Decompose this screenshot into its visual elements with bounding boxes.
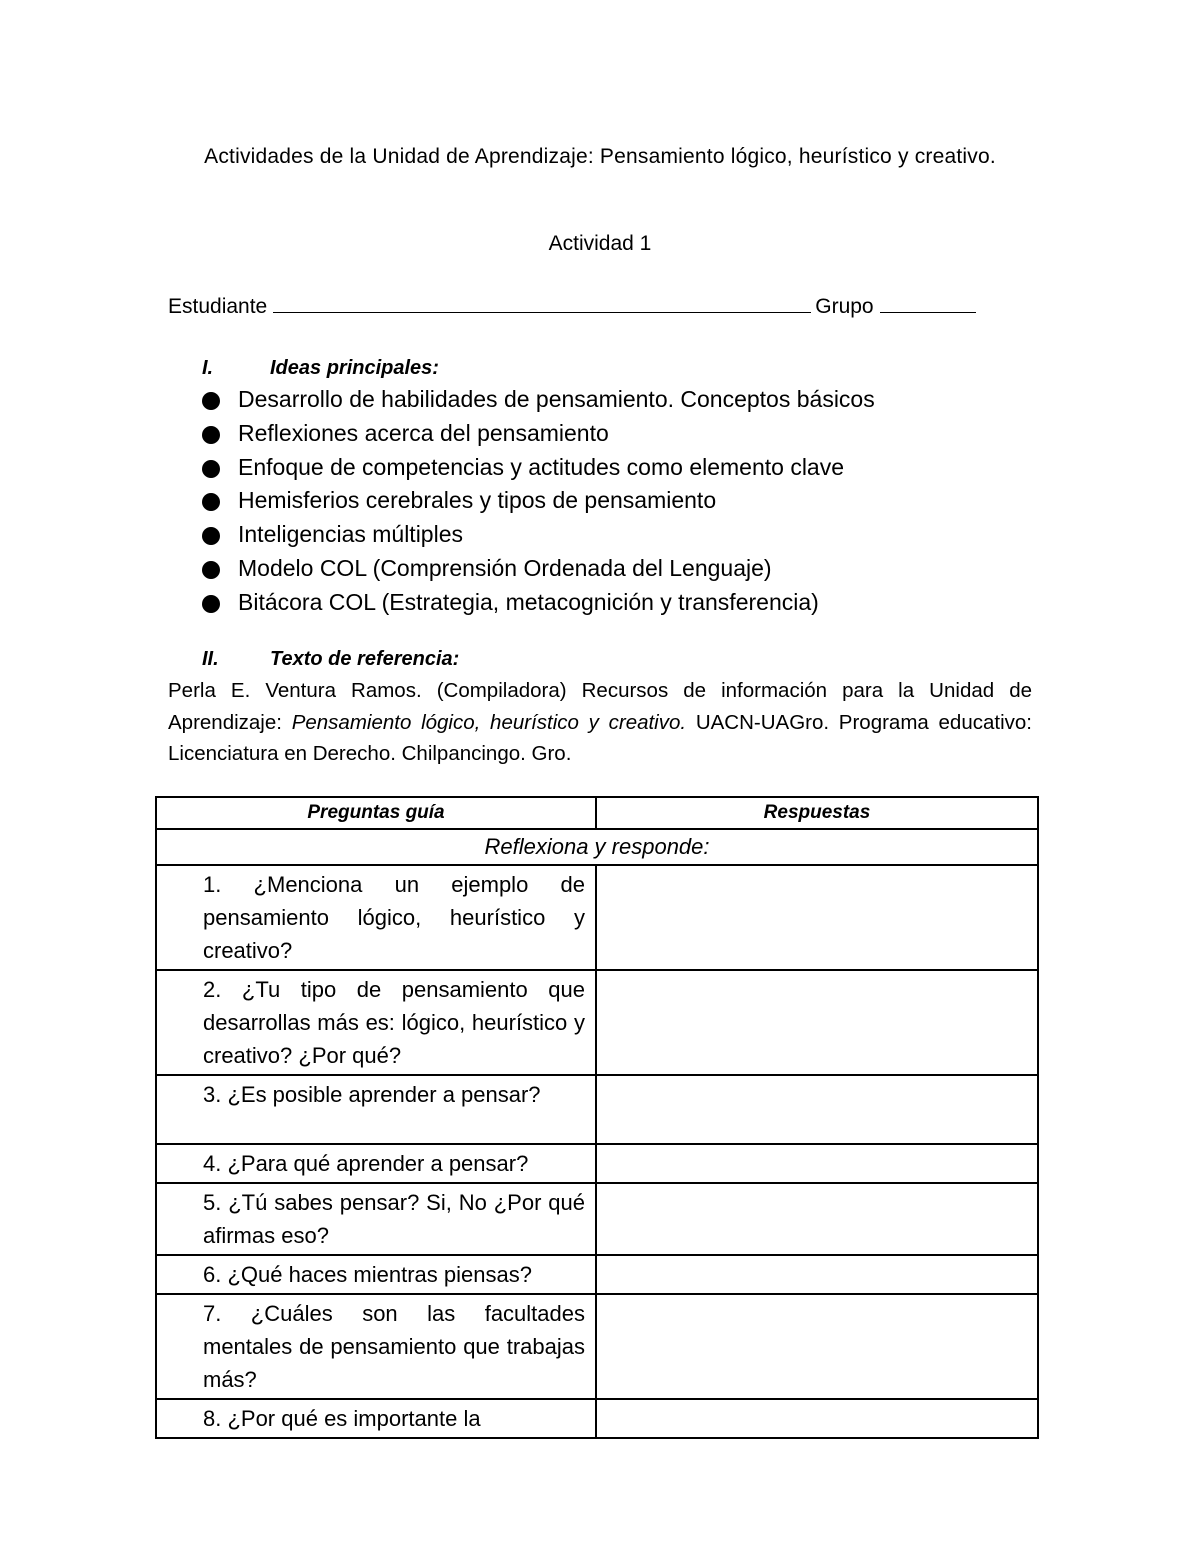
- question-cell: 8. ¿Por qué es importante la: [156, 1399, 596, 1438]
- bullet-icon: [202, 493, 220, 511]
- list-item: Reflexiones acerca del pensamiento: [202, 417, 875, 451]
- student-label: Estudiante: [168, 295, 268, 318]
- guide-questions-table: [155, 796, 1039, 1439]
- list-item: Bitácora COL (Estrategia, metacognición y transferencia): [202, 586, 875, 620]
- answer-cell[interactable]: [596, 1255, 1038, 1294]
- bullet-icon: [202, 527, 220, 545]
- section-1-title: Ideas principales:: [270, 357, 439, 379]
- question-cell: 2. ¿Tu tipo de pensamiento que desarrollas más es: lógico, heurístico y creativo? ¿Por qué?: [156, 970, 596, 1075]
- answer-cell[interactable]: [596, 1183, 1038, 1255]
- bullet-icon: [202, 460, 220, 478]
- table-header-row: [156, 797, 1038, 829]
- bullet-icon: [202, 426, 220, 444]
- list-item: Inteligencias múltiples: [202, 518, 875, 552]
- answer-cell[interactable]: [596, 1075, 1038, 1144]
- table-row: [156, 1255, 1038, 1294]
- answer-cell[interactable]: [596, 970, 1038, 1075]
- main-ideas-list: [202, 383, 875, 620]
- table-row: [156, 1294, 1038, 1399]
- column-header-answers: Respuestas: [596, 797, 1038, 829]
- table-row: [156, 1399, 1038, 1438]
- bullet-icon: [202, 595, 220, 613]
- question-cell: 4. ¿Para qué aprender a pensar?: [156, 1144, 596, 1183]
- group-field[interactable]: [880, 294, 976, 313]
- student-name-field[interactable]: [273, 294, 811, 313]
- question-cell: 3. ¿Es posible aprender a pensar?: [156, 1075, 596, 1144]
- table-subheader: Reflexiona y responde:: [156, 829, 1038, 865]
- bullet-icon: [202, 561, 220, 579]
- section-2-title: Texto de referencia:: [270, 648, 460, 670]
- section-2-heading: [202, 645, 459, 673]
- column-header-questions: Preguntas guía: [156, 797, 596, 829]
- table-row: [156, 1075, 1038, 1144]
- question-cell: 7. ¿Cuáles son las facultades mentales de pensamiento que trabajas más?: [156, 1294, 596, 1399]
- table-row: [156, 1144, 1038, 1183]
- answer-cell[interactable]: [596, 1294, 1038, 1399]
- answer-cell[interactable]: [596, 865, 1038, 970]
- bullet-icon: [202, 392, 220, 410]
- document-title: Actividades de la Unidad de Aprendizaje: Pensamiento lógico, heurístico y creativo.: [204, 145, 996, 168]
- list-item: Hemisferios cerebrales y tipos de pensamiento: [202, 484, 875, 518]
- table-row: [156, 1183, 1038, 1255]
- table-row: [156, 970, 1038, 1075]
- activity-number: Actividad 1: [548, 232, 652, 255]
- section-1-number: I.: [202, 357, 214, 379]
- list-item: Modelo COL (Comprensión Ordenada del Lenguaje): [202, 552, 875, 586]
- answer-cell[interactable]: [596, 1144, 1038, 1183]
- table-subheader-row: [156, 829, 1038, 865]
- answer-cell[interactable]: [596, 1399, 1038, 1438]
- reference-text: Perla E. Ventura Ramos. (Compiladora) Recursos de información para la Unidad de Aprendizaje: Pensamiento lógico, heurístico y creativo. UACN-UAGro. Programa educativo: Licenciatura en Derecho. Chilpancingo. Gro.: [168, 679, 1032, 765]
- group-label: Grupo: [815, 295, 874, 318]
- question-cell: 5. ¿Tú sabes pensar? Si, No ¿Por qué afirmas eso?: [156, 1183, 596, 1255]
- question-cell: 1. ¿Menciona un ejemplo de pensamiento lógico, heurístico y creativo?: [156, 865, 596, 970]
- student-group-line: [168, 292, 1028, 322]
- section-1-heading: [202, 354, 439, 382]
- list-item: Desarrollo de habilidades de pensamiento. Conceptos básicos: [202, 383, 875, 417]
- question-cell: 6. ¿Qué haces mientras piensas?: [156, 1255, 596, 1294]
- list-item: Enfoque de competencias y actitudes como elemento clave: [202, 451, 875, 485]
- reference-book-title: Pensamiento lógico, heurístico y creativo.: [291, 710, 687, 734]
- section-2-number: II.: [202, 648, 219, 670]
- table-row: [156, 865, 1038, 970]
